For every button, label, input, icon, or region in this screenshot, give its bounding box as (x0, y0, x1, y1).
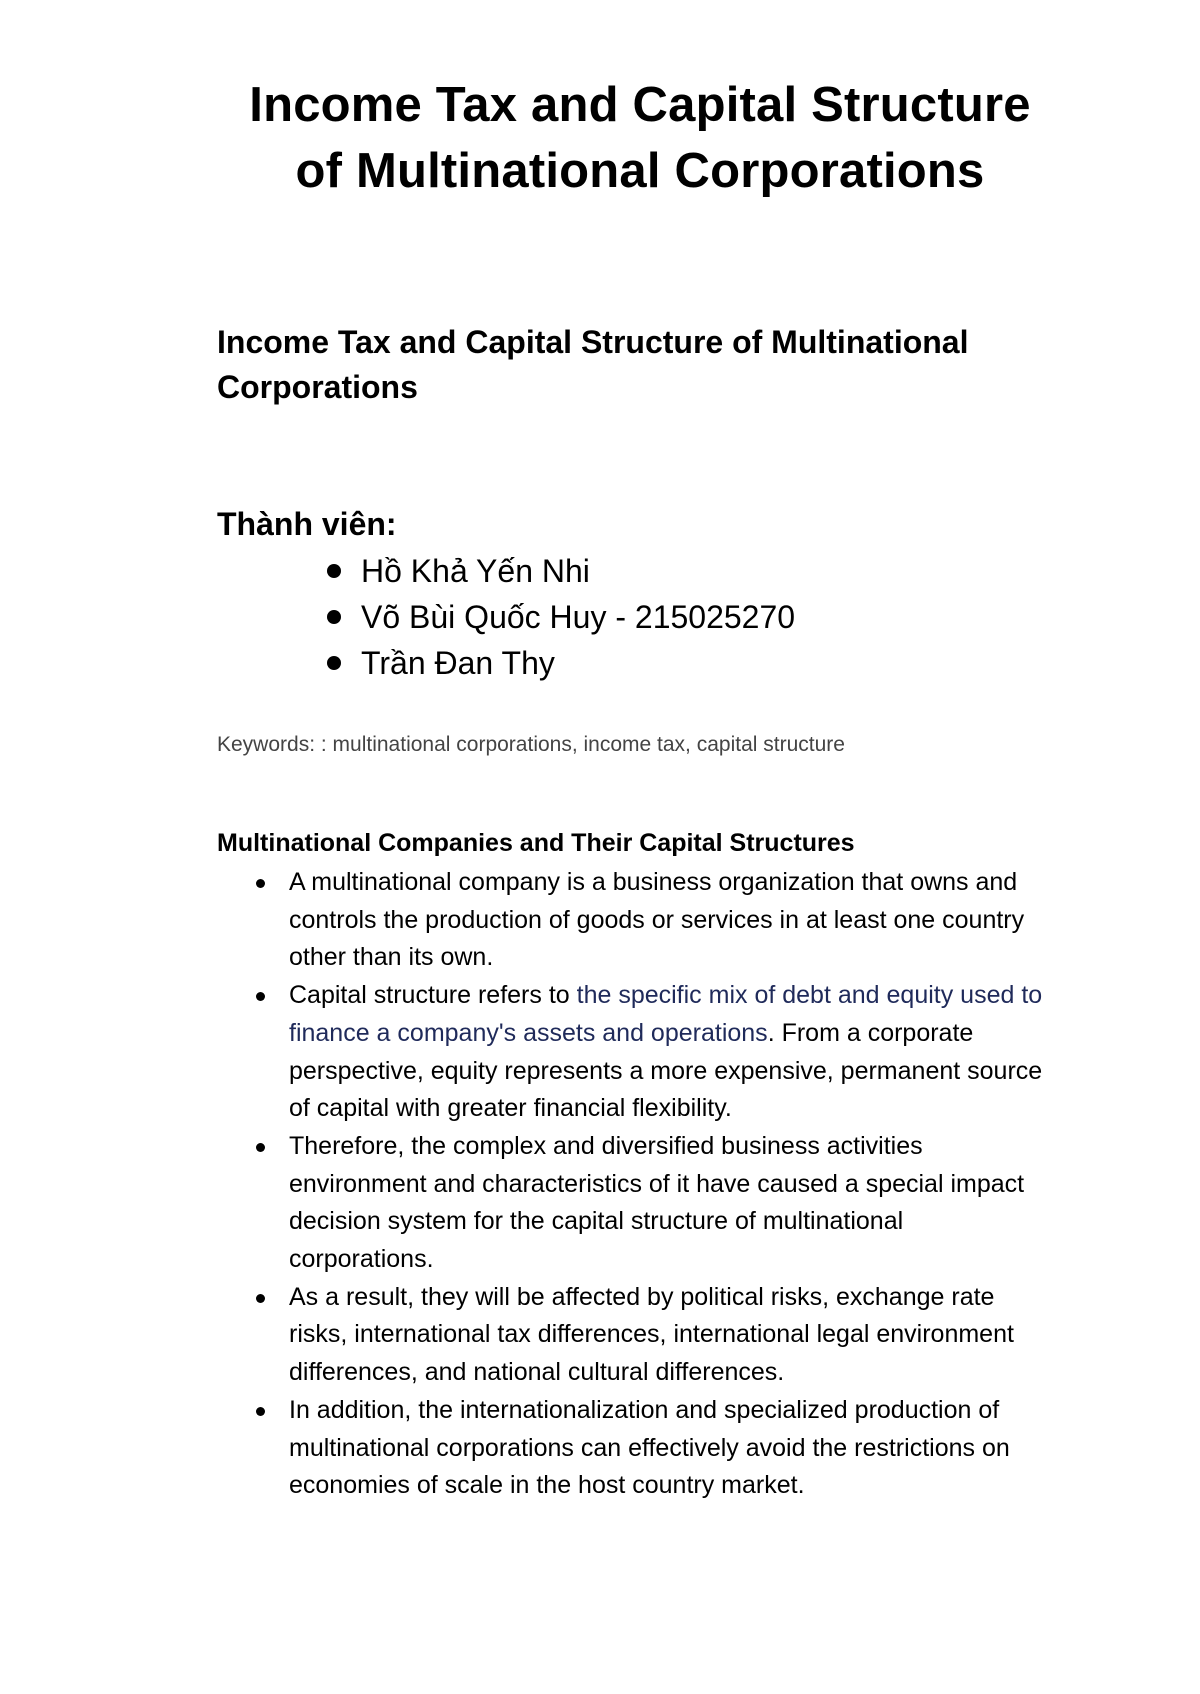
member-name: Võ Bùi Quốc Huy - 215025270 (361, 599, 796, 635)
bullet-text: A multinational company is a business organization that owns and controls the production of goods or services in at least one country other than its own. (289, 868, 1025, 972)
bullet-paragraph (252, 1392, 1052, 1505)
bullet-paragraph (252, 1279, 1052, 1392)
keywords-line: Keywords: : multinational corporations, income tax, capital structure (217, 733, 845, 756)
bullet-icon (327, 564, 341, 578)
document-subtitle: Income Tax and Capital Structure of Multinational Corporations (217, 324, 969, 405)
bullet-icon (327, 656, 341, 670)
bullet-icon (256, 879, 265, 888)
member-item (323, 640, 795, 686)
bullet-text: As a result, they will be affected by political risks, exchange rate risks, international tax differences, international legal environment differences, and national cultural differences. (289, 1282, 1014, 1387)
member-name: Hồ Khả Yến Nhi (361, 553, 590, 589)
members-list (323, 548, 795, 686)
document-title-line-1: Income Tax and Capital Structure (249, 78, 1031, 132)
document-title (150, 72, 1130, 204)
bullet-paragraph (252, 864, 1052, 977)
bullet-text: Therefore, the complex and diversified business activities environment and characteristics of it have caused a special impact decision system for the capital structure of multinational corporations. (289, 1131, 1025, 1274)
members-heading: Thành viên: (217, 506, 397, 542)
bullet-paragraph (252, 977, 1052, 1128)
bullet-paragraph (252, 1128, 1052, 1279)
bullet-icon (256, 992, 265, 1001)
bullet-text-post: . From a corporate perspective, equity represents a more expensive, permanent source of capital with greater financial flexibility. (289, 1018, 1043, 1123)
member-item (323, 548, 795, 594)
section-bullet-list (252, 864, 1052, 1505)
bullet-text-highlight: the specific mix of debt and equity used to finance a company's assets and operations (289, 981, 1043, 1047)
member-item (323, 594, 795, 640)
member-name: Trần Đan Thy (361, 645, 555, 681)
bullet-text: In addition, the internationalization and specialized production of multinational corporations can effectively avoid the restrictions on economies of scale in the host country market. (289, 1395, 1010, 1500)
bullet-text-pre: Capital structure refers to (289, 981, 577, 1010)
bullet-icon (256, 1143, 265, 1152)
bullet-icon (327, 610, 341, 624)
section-heading: Multinational Companies and Their Capital Structures (217, 829, 855, 857)
bullet-icon (256, 1294, 265, 1303)
bullet-icon (256, 1407, 265, 1416)
document-title-line-2: of Multinational Corporations (295, 144, 985, 198)
